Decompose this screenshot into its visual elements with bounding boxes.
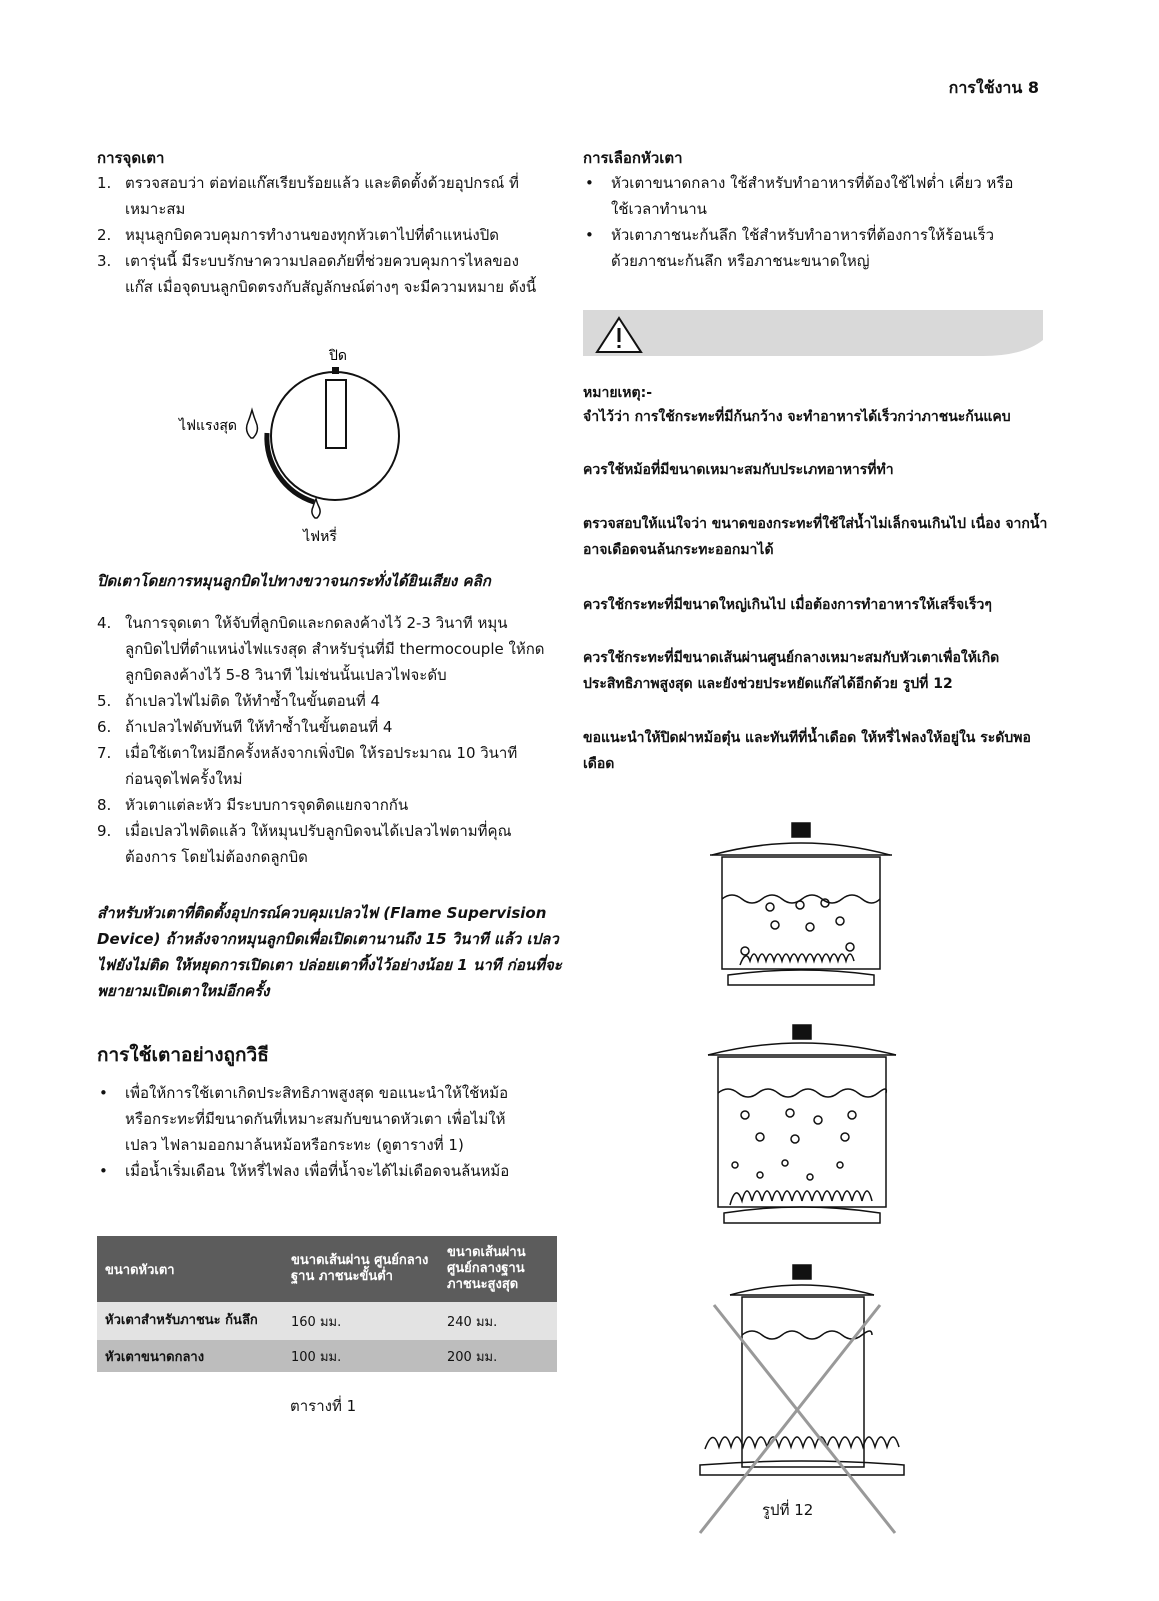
knob-indicator bbox=[326, 380, 346, 448]
table-header: ขนาดหัวเตา bbox=[105, 1262, 175, 1278]
list-item: • เมื่อน้ำเริ่มเดือน ให้หรี่ไฟลง เพื่อที่น้ำจะได้ไม่เดือดจนล้นหม้อ bbox=[99, 1162, 510, 1180]
table-header: ขนาดเส้นผ่าน ศูนย์กลางฐาน ภาชนะสูงสุด bbox=[447, 1245, 526, 1292]
list-item: 8. หัวเตาแต่ละหัว มีระบบการจุดติดแยกจากกัน bbox=[97, 796, 409, 814]
figure-caption: รูปที่ 12 bbox=[762, 1501, 814, 1519]
list-item: 2. หมุนลูกบิดควบคุมการทำงานของทุกหัวเตาไปที่ตำแหน่งปิด bbox=[97, 226, 500, 244]
note-2: ควรใช้หม้อที่มีขนาดเหมาะสมกับประเภทอาหารที่ทำ bbox=[583, 462, 894, 478]
figure-12-pots bbox=[690, 815, 950, 1535]
list-item: 7. เมื่อใช้เตาใหม่อีกครั้งหลังจากเพิ่งปิด ให้รอประมาณ 10 วินาที ก่อนจุดไฟครั้งใหม่ bbox=[97, 744, 518, 788]
table-row: หัวเตาสำหรับภาชนะ ก้นลึก 160 มม. 240 มม. bbox=[97, 1302, 557, 1340]
knob-low-label: ไฟหรี่ bbox=[303, 529, 337, 545]
correct-use-bullets bbox=[97, 1080, 537, 1184]
burner-bullets bbox=[583, 170, 1023, 274]
burner-title: การเลือกหัวเตา bbox=[583, 149, 683, 167]
pot-boiling-illustration bbox=[708, 1025, 896, 1223]
list-item: 3. เตารุ่นนี้ มีระบบรักษาความปลอดภัยที่ช่วยควบคุมการไหลของ แก๊ส เมื่อจุดบนลูกบิดตรงกับสัญลักษณ์ต่างๆ จะมีความหมาย ดังนี้ bbox=[97, 252, 537, 296]
table-row: หัวเตาขนาดกลาง 100 มม. 200 มม. bbox=[97, 1340, 557, 1372]
knob-diagram bbox=[170, 338, 410, 548]
turn-off-note: ปิดเตาโดยการหมุนลูกบิดไปทางขวาจนกระทั่งได้ยินเสียง คลิก bbox=[97, 572, 491, 590]
note-5: ควรใช้กระทะที่มีขนาดเส้นผ่านศูนย์กลางเหมาะสมกับหัวเตาเพื่อให้เกิด ประสิทธิภาพสูงสุด และยังช่วยประหยัดแก๊สได้อีกด้วย รูปที่ 12 bbox=[583, 650, 1000, 692]
note-3: ตรวจสอบให้แน่ใจว่า ขนาดของกระทะที่ใช้ใส่น้ำไม่เล็กจนเกินไป เนื่อง จากน้ำอาจเดือดจนล้นกระทะออกมาได้ bbox=[583, 516, 1048, 558]
warning-banner bbox=[583, 310, 1043, 358]
list-item: • หัวเตาขนาดกลาง ใช้สำหรับทำอาหารที่ต้องใช้ไฟต่ำ เคี่ยว หรือใช้เวลาทำนาน bbox=[585, 174, 1014, 218]
list-item: • เพื่อให้การใช้เตาเกิดประสิทธิภาพสูงสุด ขอแนะนำให้ใช้หม้อ หรือกระทะที่มีขนาดกันที่เหมาะสมกับขนาดหัวเตา เพื่อไม่ให้เปลว ไฟลามออกมาล้นหม้อหรือกระทะ (ดูตารางที่ 1) bbox=[99, 1084, 509, 1154]
ignition-steps-a bbox=[97, 170, 545, 300]
knob-off-label: ปิด bbox=[329, 348, 347, 364]
list-item: 4. ในการจุดเตา ให้จับที่ลูกบิดและกดลงค้างไว้ 2-3 วินาที หมุน ลูกบิดไปที่ตำแหน่งไฟแรงสุด สำหรับรุ่นที่มี thermocouple ให้กดลูกบิดลงค้างไว้ 5-8 วินาที ไม่เช่นนั้นเปลวไฟจะดับ bbox=[97, 614, 545, 684]
correct-use-title: การใช้เตาอย่างถูกวิธี bbox=[97, 1044, 269, 1066]
list-item: 5. ถ้าเปลวไฟไม่ติด ให้ทำซ้ำในขั้นตอนที่ 4 bbox=[97, 692, 381, 710]
list-item: 9. เมื่อเปลวไฟติดแล้ว ให้หมุนปรับลูกบิดจนได้เปลวไฟตามที่คุณ ต้องการ โดยไม่ต้องกดลูกบิด bbox=[97, 822, 512, 866]
ignition-title: การจุดเตา bbox=[97, 149, 165, 167]
ignition-steps-b bbox=[97, 610, 545, 870]
note-6: ขอแนะนำให้ปิดฝาหม้อตุ๋น และทันทีที่น้ำเดือด ให้หรี่ไฟลงให้อยู่ใน ระดับพอเดือด bbox=[583, 730, 1031, 772]
knob-high-label: ไฟแรงสุด bbox=[179, 418, 237, 434]
list-item: 6. ถ้าเปลวไฟดับทันที ให้ทำซ้ำในขั้นตอนที่ 4 bbox=[97, 718, 393, 736]
high-flame-icon bbox=[247, 410, 258, 438]
pot-size-table bbox=[97, 1236, 557, 1372]
note-1: จำไว้ว่า การใช้กระทะที่มีก้นกว้าง จะทำอาหารได้เร็วกว่าภาชนะก้นแคบ bbox=[583, 409, 1011, 425]
note-4: ควรใช้กระทะที่มีขนาดใหญ่เกินไป เมื่อต้องการทำอาหารให้เสร็จเร็วๆ bbox=[583, 597, 992, 613]
list-item: 1. ตรวจสอบว่า ต่อท่อแก๊สเรียบร้อยแล้ว และติดตั้งด้วยอุปกรณ์ ที่เหมาะสม bbox=[97, 174, 519, 218]
page-header: การใช้งาน 8 bbox=[948, 78, 1039, 97]
list-item: • หัวเตาภาชนะก้นลึก ใช้สำหรับทำอาหารที่ต้องการให้ร้อนเร็ว ด้วยภาชนะก้นลึก หรือภาชนะขนาดใหญ่ bbox=[585, 226, 995, 270]
fsd-note: สำหรับหัวเตาที่ติดตั้งอุปกรณ์ควบคุมเปลวไฟ (Flame Supervision Device) ถ้าหลังจากหมุนลูกบิดเพื่อเปิดเตานานถึง 15 วินาที แล้ว เปลวไฟยังไม่ติด ให้หยุดการเปิดเตา ปล่อยเตาทิ้งไว้อย่างน้อย 1 นาที ก่อนที่จะพยายามเปิดเตาใหม่อีกครั้ง bbox=[97, 904, 562, 1000]
pot-wrong-size-illustration bbox=[700, 1265, 904, 1533]
pot-lidded-illustration bbox=[710, 823, 892, 985]
table-header: ขนาดเส้นผ่าน ศูนย์กลางฐาน ภาชนะขั้นต่ำ bbox=[291, 1253, 429, 1284]
table-caption: ตารางที่ 1 bbox=[290, 1397, 357, 1415]
note-title: หมายเหตุ:- bbox=[583, 385, 653, 401]
